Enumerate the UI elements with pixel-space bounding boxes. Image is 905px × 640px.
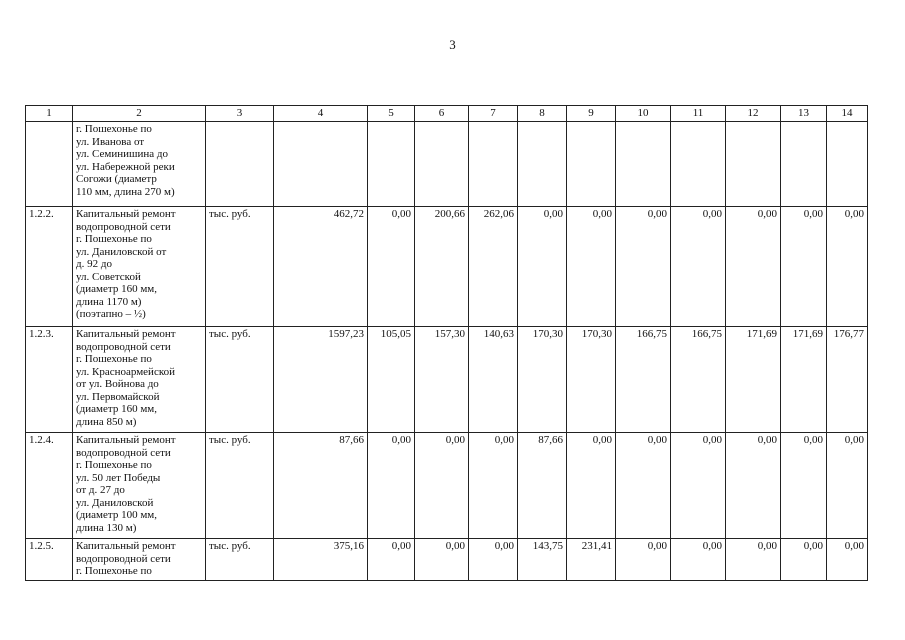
- row-value: 166,75: [616, 327, 671, 433]
- row-value: 0,00: [616, 433, 671, 539]
- row-value: 87,66: [274, 433, 368, 539]
- row-value: 0,00: [671, 207, 726, 327]
- row-value: 375,16: [274, 539, 368, 581]
- row-value: [781, 122, 827, 207]
- row-value: 1597,23: [274, 327, 368, 433]
- budget-table: [25, 105, 868, 581]
- row-value: 166,75: [671, 327, 726, 433]
- row-value: [671, 122, 726, 207]
- row-code: 1.2.4.: [26, 433, 73, 539]
- row-value: 0,00: [726, 207, 781, 327]
- row-value: 0,00: [415, 433, 469, 539]
- row-value: 0,00: [671, 539, 726, 581]
- row-unit: тыс. руб.: [206, 327, 274, 433]
- row-value: 143,75: [518, 539, 567, 581]
- row-value: 262,06: [469, 207, 518, 327]
- row-name: Капитальный ремонт водопроводной сети г. Пошехонье по ул. 50 лет Победы от д. 27 до ул. Даниловской (диаметр 100 мм, длина 130 м): [73, 433, 206, 539]
- row-value: 0,00: [781, 207, 827, 327]
- row-value: 0,00: [726, 433, 781, 539]
- row-value: [616, 122, 671, 207]
- table-row: [26, 207, 868, 327]
- column-header: 9: [567, 106, 616, 122]
- row-value: 0,00: [827, 539, 868, 581]
- row-value: [726, 122, 781, 207]
- row-value: [567, 122, 616, 207]
- row-value: 170,30: [518, 327, 567, 433]
- row-value: 0,00: [827, 207, 868, 327]
- row-value: 105,05: [368, 327, 415, 433]
- row-value: 0,00: [671, 433, 726, 539]
- row-value: 0,00: [616, 539, 671, 581]
- column-header: 13: [781, 106, 827, 122]
- row-value: 176,77: [827, 327, 868, 433]
- row-value: 0,00: [415, 539, 469, 581]
- row-unit: тыс. руб.: [206, 433, 274, 539]
- row-value: 200,66: [415, 207, 469, 327]
- row-unit: тыс. руб.: [206, 207, 274, 327]
- row-value: 170,30: [567, 327, 616, 433]
- row-value: 0,00: [518, 207, 567, 327]
- page-number: 3: [449, 37, 456, 52]
- row-code: 1.2.2.: [26, 207, 73, 327]
- column-header: 10: [616, 106, 671, 122]
- row-value: [518, 122, 567, 207]
- row-value: 0,00: [469, 433, 518, 539]
- row-value: 0,00: [368, 539, 415, 581]
- row-value: 171,69: [726, 327, 781, 433]
- row-value: [827, 122, 868, 207]
- row-name: Капитальный ремонт водопроводной сети г. Пошехонье по ул. Красноармейской от ул. Войнова до ул. Первомайской (диаметр 160 мм, длина 850 м): [73, 327, 206, 433]
- column-header: 7: [469, 106, 518, 122]
- table-row: [26, 327, 868, 433]
- column-header: 1: [26, 106, 73, 122]
- row-value: 0,00: [368, 433, 415, 539]
- table-row: [26, 433, 868, 539]
- table-header-row: [26, 106, 868, 122]
- row-unit: [206, 122, 274, 207]
- table-row: [26, 539, 868, 581]
- column-header: 3: [206, 106, 274, 122]
- row-value: 0,00: [469, 539, 518, 581]
- column-header: 6: [415, 106, 469, 122]
- column-header: 8: [518, 106, 567, 122]
- column-header: 4: [274, 106, 368, 122]
- row-value: 157,30: [415, 327, 469, 433]
- column-header: 5: [368, 106, 415, 122]
- row-unit: тыс. руб.: [206, 539, 274, 581]
- row-value: 0,00: [726, 539, 781, 581]
- row-value: 231,41: [567, 539, 616, 581]
- row-value: 0,00: [827, 433, 868, 539]
- row-value: 0,00: [781, 433, 827, 539]
- row-value: [368, 122, 415, 207]
- row-code: 1.2.3.: [26, 327, 73, 433]
- row-code: 1.2.5.: [26, 539, 73, 581]
- row-value: 0,00: [368, 207, 415, 327]
- row-value: 462,72: [274, 207, 368, 327]
- row-code: [26, 122, 73, 207]
- column-header: 12: [726, 106, 781, 122]
- row-name: Капитальный ремонт водопроводной сети г. Пошехонье по ул. Даниловской от д. 92 до ул. Советской (диаметр 160 мм, длина 1170 м) (поэтапно – ½): [73, 207, 206, 327]
- row-name: Капитальный ремонт водопроводной сети г. Пошехонье по: [73, 539, 206, 581]
- row-value: 0,00: [616, 207, 671, 327]
- column-header: 2: [73, 106, 206, 122]
- row-value: [469, 122, 518, 207]
- row-value: 0,00: [781, 539, 827, 581]
- row-value: 171,69: [781, 327, 827, 433]
- column-header: 14: [827, 106, 868, 122]
- table-row: [26, 122, 868, 207]
- row-value: 140,63: [469, 327, 518, 433]
- row-value: [415, 122, 469, 207]
- row-value: [274, 122, 368, 207]
- row-value: 87,66: [518, 433, 567, 539]
- row-value: 0,00: [567, 207, 616, 327]
- row-value: 0,00: [567, 433, 616, 539]
- row-name: г. Пошехонье по ул. Иванова от ул. Семинишина до ул. Набережной реки Согожи (диаметр 110 мм, длина 270 м): [73, 122, 206, 207]
- column-header: 11: [671, 106, 726, 122]
